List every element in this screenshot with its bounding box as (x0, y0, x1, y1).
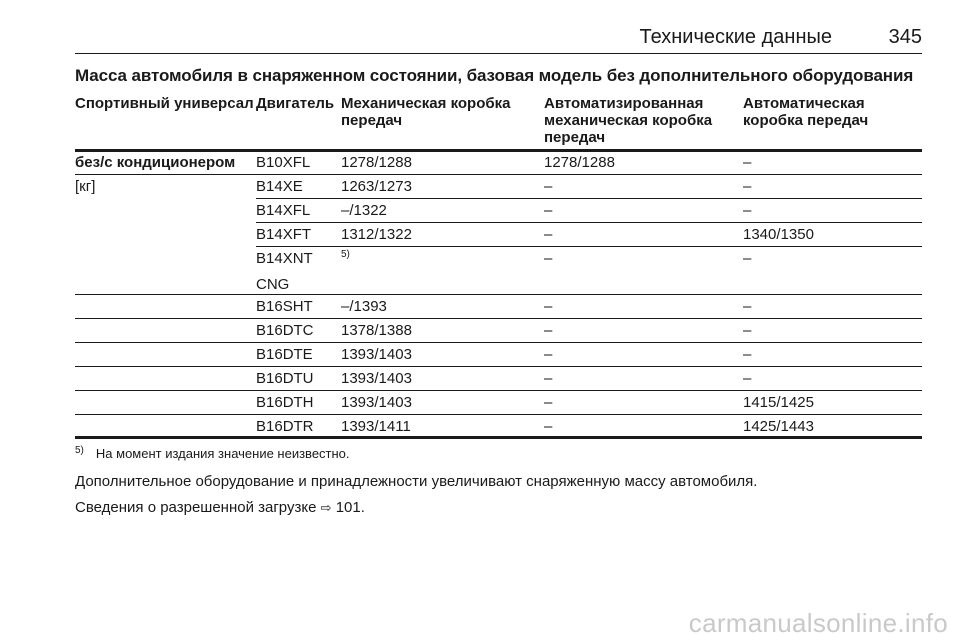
row-label-unit: [кг] (75, 178, 96, 195)
auto-cell: – (743, 202, 752, 219)
engine-cell: B16DTR (256, 418, 314, 435)
manual-cell: 1278/1288 (341, 154, 412, 171)
amt-cell: – (544, 322, 553, 339)
engine-cell: B16DTU (256, 370, 314, 387)
row-rule (75, 366, 922, 367)
amt-cell: – (544, 298, 553, 315)
row-rule (75, 414, 922, 415)
page-number: 345 (888, 26, 922, 48)
header-thick-rule (75, 149, 922, 152)
auto-cell: – (743, 178, 752, 195)
auto-cell: 1415/1425 (743, 394, 814, 411)
row-rule (75, 294, 922, 295)
section-title: Масса автомобиля в снаряженном состоянии, базовая модель без дополнительного оборудования (75, 66, 914, 85)
engine-cell: B14XFL (256, 202, 311, 219)
manual-cell: –/1322 (341, 202, 387, 219)
auto-cell: – (743, 298, 752, 315)
auto-cell: – (743, 346, 752, 363)
amt-cell: – (544, 346, 553, 363)
footnote-text: На момент издания значение неизвестно. (95, 446, 350, 461)
manual-cell: 1263/1273 (341, 178, 412, 195)
auto-cell: – (743, 250, 752, 267)
amt-cell: – (544, 226, 553, 243)
row-rule (256, 246, 922, 247)
header-rule (75, 53, 922, 54)
auto-cell: 1340/1350 (743, 226, 814, 243)
manual-cell: 1393/1403 (341, 370, 412, 387)
manual-cell: 1393/1403 (341, 346, 412, 363)
engine-cell-line2: CNG (256, 276, 290, 293)
engine-cell: B16DTE (256, 346, 313, 363)
manual-cell (341, 250, 350, 270)
auto-cell: – (743, 154, 752, 171)
footnote (75, 446, 350, 461)
amt-cell: 1278/1288 (544, 154, 615, 171)
load-reference-paragraph (75, 499, 365, 516)
col-header-amt: Автоматизированная механическая коробка передач (544, 95, 713, 146)
amt-cell: – (544, 370, 553, 387)
footnote-ref: 5) (341, 249, 350, 260)
row-rule (75, 174, 922, 175)
amt-cell: – (544, 202, 553, 219)
manual-cell: 1393/1411 (341, 418, 411, 435)
col-header-body: Спортивный универсал (75, 95, 254, 112)
amt-cell: – (544, 250, 553, 267)
header-title: Технические данные (639, 26, 832, 48)
amt-cell: – (544, 394, 553, 411)
col-header-auto: Автоматическая коробка передач (743, 95, 869, 129)
row-label-aircon: без/с кондиционером (75, 154, 236, 171)
engine-cell: B16DTH (256, 394, 314, 411)
amt-cell: – (544, 418, 553, 435)
engine-cell: B14XE (256, 178, 303, 195)
engine-cell: B14XNT (256, 250, 313, 267)
footnote-mark: 5) (75, 445, 84, 456)
manual-cell: –/1393 (341, 298, 387, 315)
watermark: carmanualsonline.info (688, 608, 948, 638)
engine-cell: B10XFL (256, 154, 311, 171)
accessories-paragraph: Дополнительное оборудование и принадлежности увеличивают снаряженную массу автомобиля. (75, 473, 758, 490)
manual-cell: 1378/1388 (341, 322, 412, 339)
auto-cell: 1425/1443 (743, 418, 814, 435)
engine-cell: B14XFT (256, 226, 312, 243)
table-bottom-rule (75, 436, 922, 439)
page-reference-link[interactable]: 101. (335, 499, 365, 516)
amt-cell: – (544, 178, 553, 195)
row-rule (256, 222, 922, 223)
auto-cell: – (743, 322, 752, 339)
engine-cell: B16DTC (256, 322, 314, 339)
row-rule (256, 198, 922, 199)
row-rule (75, 318, 922, 319)
page-reference-arrow-icon[interactable]: ⇨ (320, 500, 332, 515)
col-header-manual: Механическая коробка передач (341, 95, 511, 129)
manual-cell: 1393/1403 (341, 394, 412, 411)
col-header-engine: Двигатель (256, 95, 335, 112)
auto-cell: – (743, 370, 752, 387)
load-reference-text: Сведения о разрешенной загрузке (75, 499, 317, 516)
manual-cell: 1312/1322 (341, 226, 412, 243)
row-rule (75, 342, 922, 343)
engine-cell: B16SHT (256, 298, 313, 315)
row-rule (75, 390, 922, 391)
